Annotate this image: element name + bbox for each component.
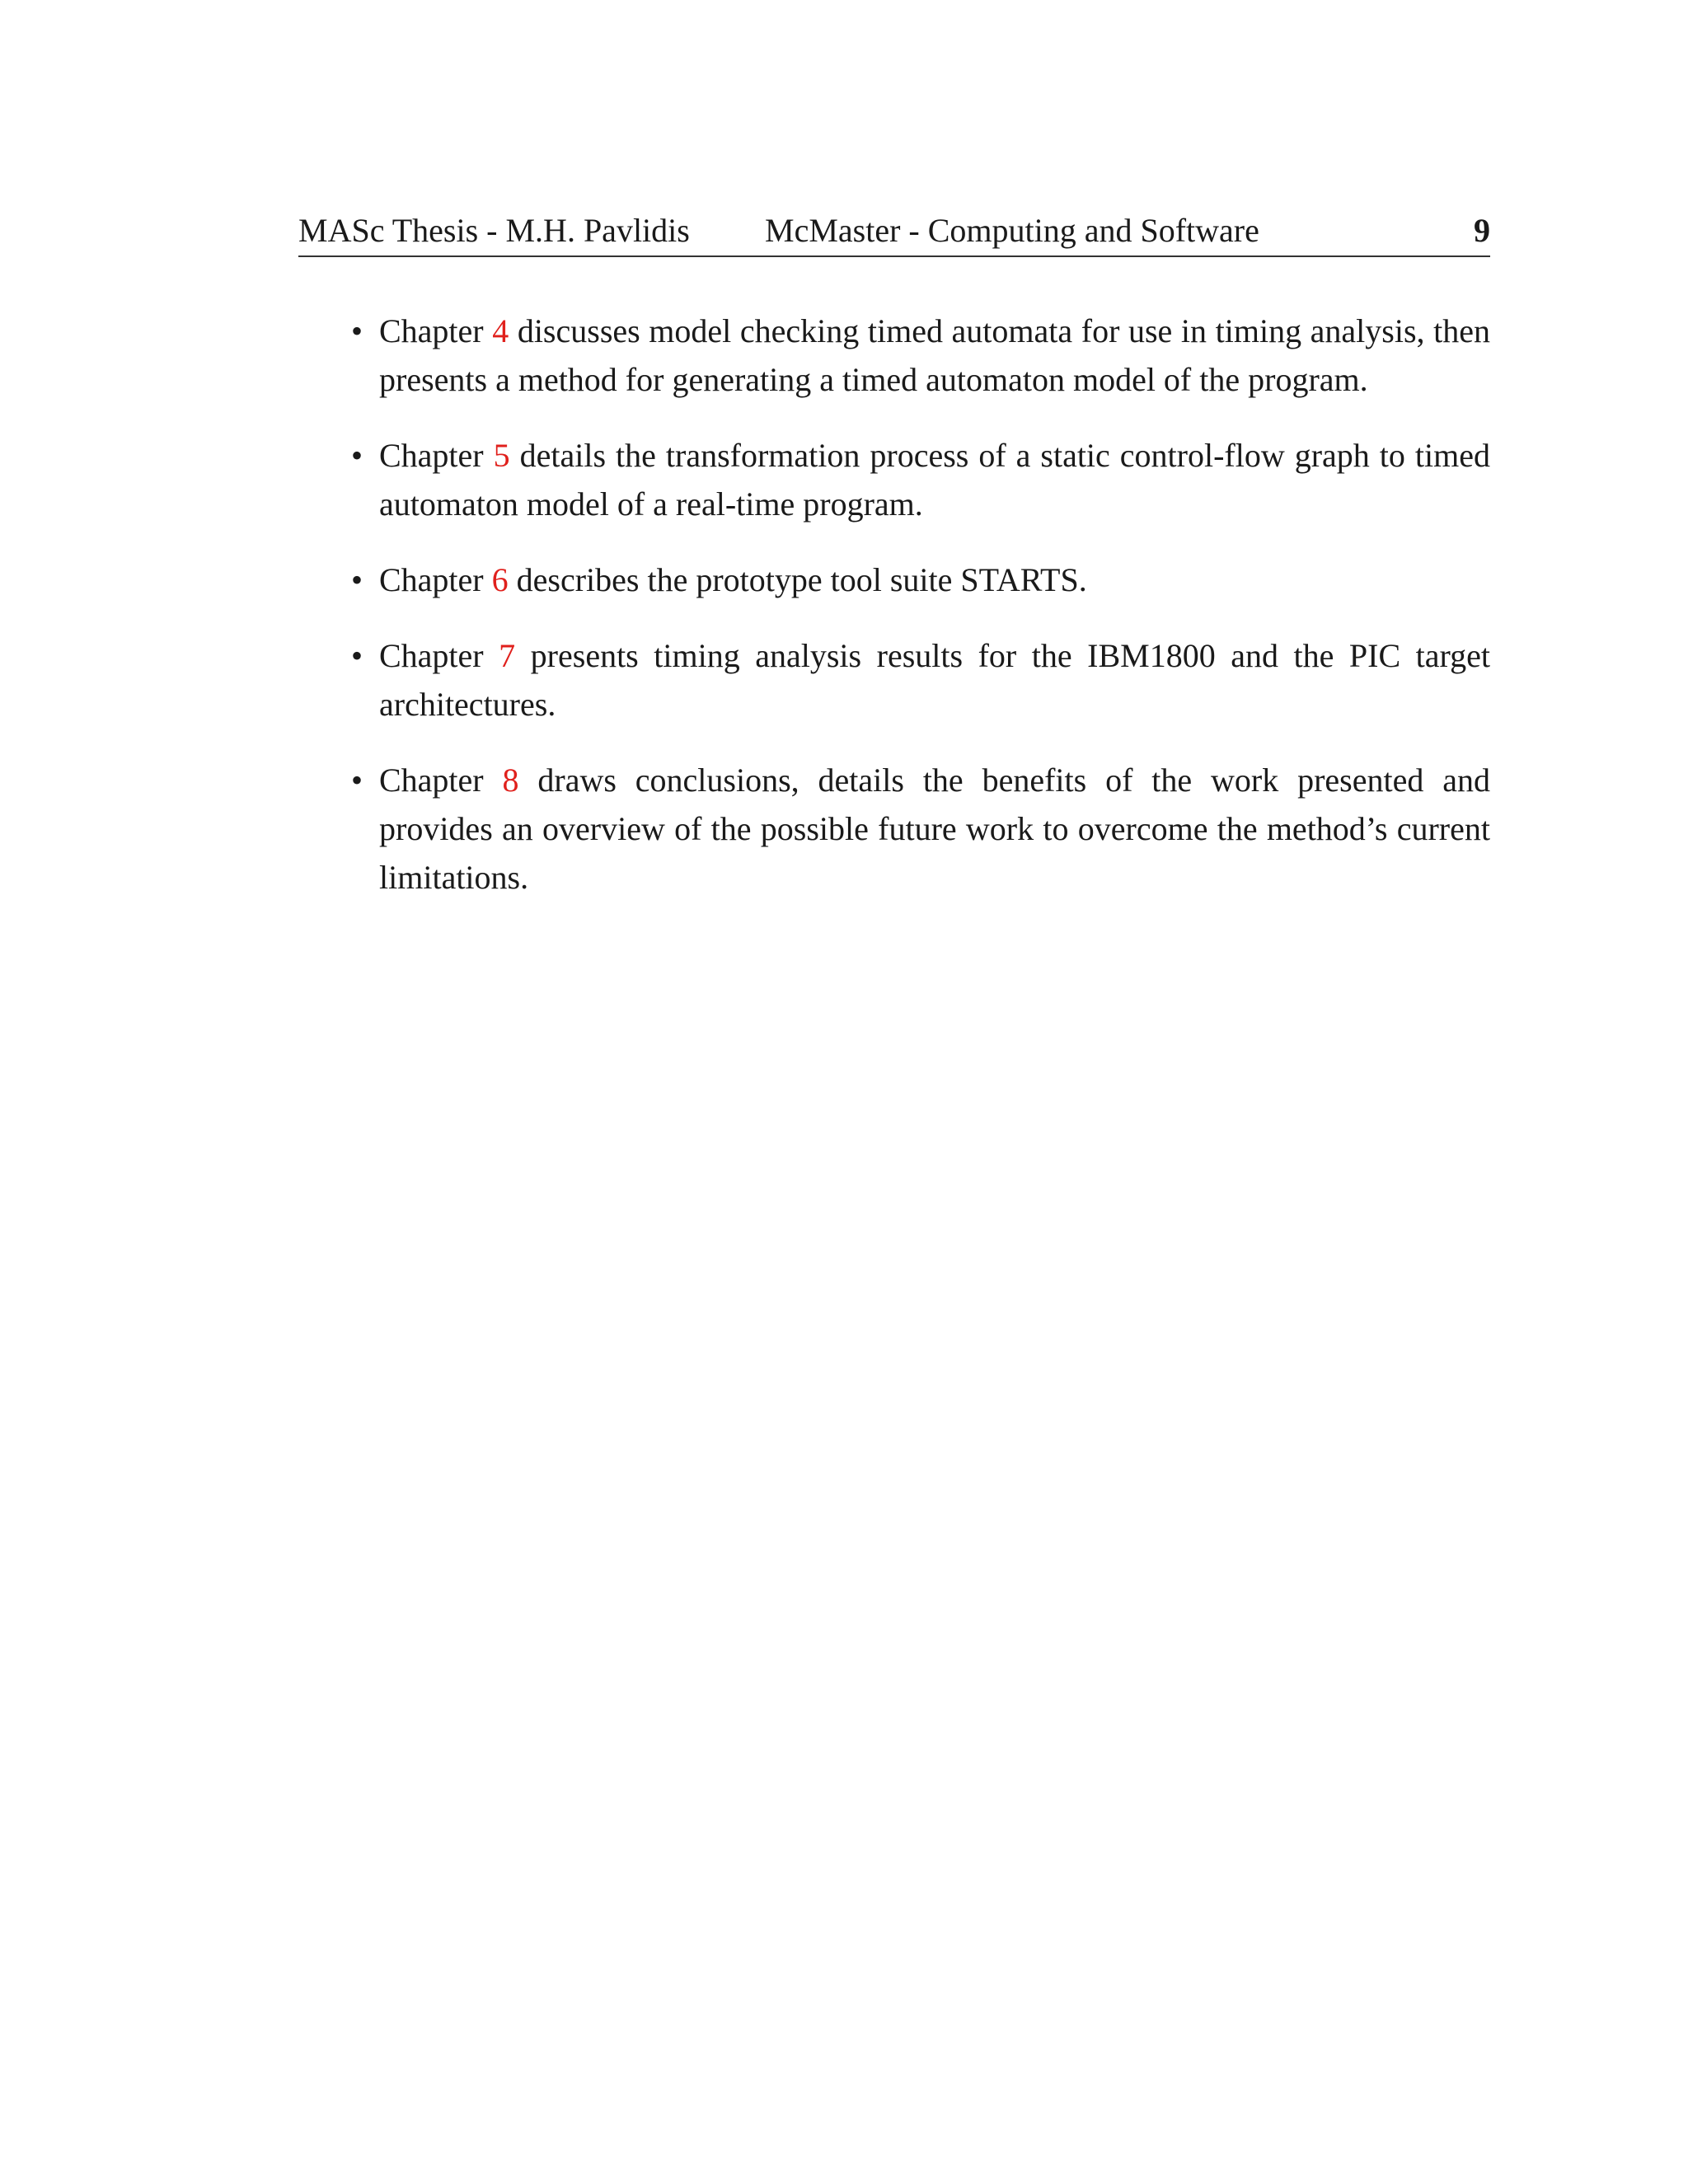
item-lead: Chapter xyxy=(379,762,503,799)
item-text: describes the prototype tool suite STARTS. xyxy=(508,561,1087,598)
list-item xyxy=(350,756,1490,902)
bullet-icon: • xyxy=(350,312,363,349)
item-lead: Chapter xyxy=(379,637,499,674)
item-lead: Chapter xyxy=(379,561,492,598)
list-item xyxy=(350,307,1490,404)
header-author: MASc Thesis - M.H. Pavlidis xyxy=(298,212,690,249)
item-text: discusses model checking timed automata for use in timing analysis, then presents a method for generating a timed automaton model of the program. xyxy=(379,312,1490,398)
list-item xyxy=(350,631,1491,729)
list-item xyxy=(350,555,1490,604)
header-department: McMaster - Computing and Software xyxy=(765,212,1259,249)
bullet-icon: • xyxy=(350,437,363,474)
list-item xyxy=(350,431,1490,528)
bullet-icon: • xyxy=(350,637,363,674)
bullet-icon: • xyxy=(350,762,363,799)
item-text: presents timing analysis results for the IBM1800 and the PIC target architectures. xyxy=(379,637,1491,723)
chapter-ref-link[interactable]: 5 xyxy=(493,437,510,474)
chapter-ref-link[interactable]: 4 xyxy=(492,312,509,349)
chapter-ref-link[interactable]: 7 xyxy=(499,637,516,674)
page-number: 9 xyxy=(1474,212,1490,249)
item-lead: Chapter xyxy=(379,437,494,474)
running-header xyxy=(298,206,1490,257)
item-text: draws conclusions, details the benefits of the work presented and provides an overview of the possible future work to overcome the method’s current limitations. xyxy=(379,762,1490,896)
item-lead: Chapter xyxy=(379,312,493,349)
chapter-ref-link[interactable]: 8 xyxy=(502,762,519,799)
item-text: details the transformation process of a static control-flow graph to timed automaton model of a real-time program. xyxy=(379,437,1490,523)
bullet-icon: • xyxy=(350,561,363,598)
chapter-overview-list xyxy=(350,307,1491,929)
chapter-ref-link[interactable]: 6 xyxy=(491,561,509,598)
